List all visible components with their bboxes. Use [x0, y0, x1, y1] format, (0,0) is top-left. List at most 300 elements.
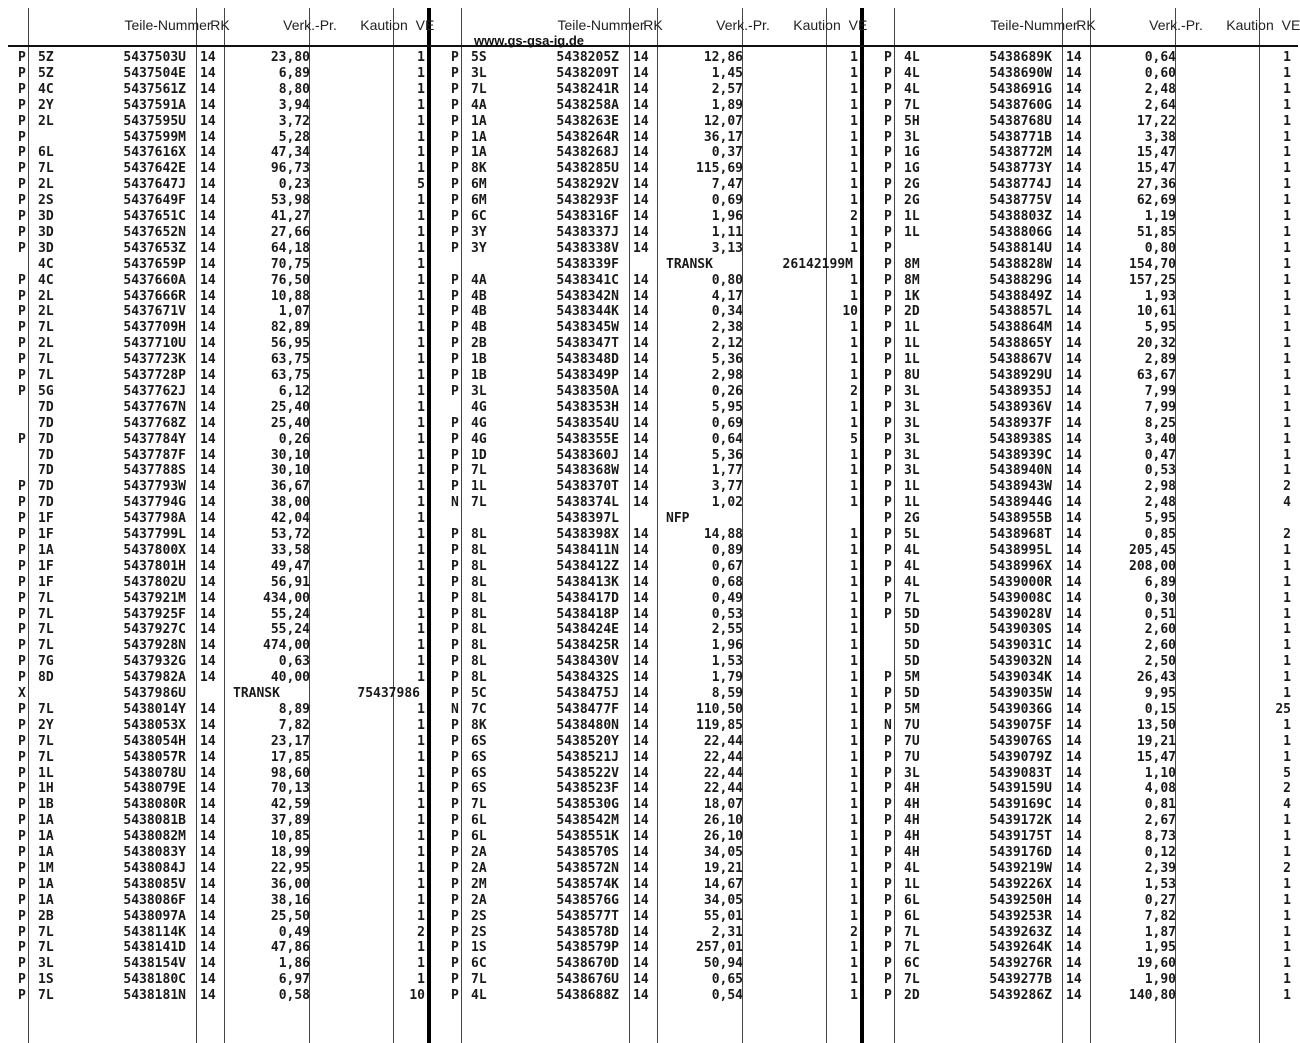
price-value: 8,73 — [1144, 829, 1176, 845]
ve-value: 1 — [1283, 733, 1291, 749]
ve-value: 1 — [417, 320, 425, 336]
location-code: 5C — [471, 686, 487, 701]
location-code: 4C — [38, 256, 54, 272]
part-number: 5438806G — [989, 224, 1052, 240]
table-row — [0, 956, 1300, 972]
price-value: 1,10 — [1144, 765, 1176, 781]
location-code: 8L — [471, 590, 487, 606]
location-code: 8L — [471, 670, 487, 686]
price-value: 1,90 — [1144, 972, 1176, 988]
part-number: 5437660A — [123, 272, 186, 288]
location-code: 4L — [904, 860, 920, 876]
location-code: 1L — [904, 320, 920, 336]
price-value: 76,50 — [270, 272, 310, 288]
location-code: 6L — [471, 813, 487, 829]
status-flag: P — [884, 304, 892, 320]
ve-value: 1 — [1283, 876, 1291, 892]
location-code: 8L — [471, 527, 487, 542]
location-code: 3L — [471, 65, 487, 81]
price-value: 7,82 — [278, 717, 310, 733]
status-flag: P — [18, 797, 26, 813]
status-flag: P — [451, 415, 459, 431]
table-row — [0, 686, 1300, 702]
status-flag: P — [451, 686, 459, 701]
price-value: 3,72 — [278, 113, 310, 129]
part-number: 5437591A — [123, 97, 186, 113]
rk-value: 14 — [1066, 399, 1082, 415]
ve-value: 1 — [850, 320, 858, 336]
rk-value: 14 — [1066, 972, 1082, 988]
rk-value: 14 — [200, 161, 216, 177]
rk-value: 14 — [633, 463, 649, 479]
status-flag: P — [18, 860, 26, 876]
part-number: 5437794G — [123, 495, 186, 511]
part-number: 5438577T — [556, 908, 619, 924]
location-code: 4G — [471, 399, 487, 415]
price-value: 47,34 — [270, 145, 310, 161]
rk-value: 14 — [200, 749, 216, 765]
rk-value: 14 — [633, 940, 649, 956]
part-number: 5438241R — [556, 81, 619, 97]
price-value: 3,40 — [1144, 431, 1176, 447]
price-value: 8,25 — [1144, 415, 1176, 431]
rk-value: 14 — [633, 733, 649, 749]
part-number: 5439253R — [989, 908, 1052, 924]
part-number: 5439264K — [989, 940, 1052, 956]
rk-value: 14 — [200, 701, 216, 717]
price-value: 10,85 — [270, 829, 310, 845]
part-number: 5438522V — [556, 765, 619, 781]
ve-value: 1 — [850, 574, 858, 590]
header-rule — [8, 45, 1298, 47]
part-number: 5438209T — [556, 65, 619, 81]
price-value: 51,85 — [1136, 224, 1176, 240]
rk-value: 14 — [633, 368, 649, 383]
status-flag: P — [451, 574, 459, 590]
price-value: 9,95 — [1144, 686, 1176, 701]
header-part-number: Teile-Nummer — [990, 17, 1078, 33]
price-value: 25,40 — [270, 415, 310, 431]
part-number: 5438774J — [989, 177, 1052, 193]
part-number: 5438342N — [556, 288, 619, 304]
status-flag: P — [451, 527, 459, 542]
rk-value: 14 — [1066, 749, 1082, 765]
location-code: 7L — [38, 940, 54, 956]
location-code: 7L — [471, 495, 487, 511]
part-number: 5438937F — [989, 415, 1052, 431]
price-value: TRANSK — [666, 256, 713, 272]
price-value: 42,59 — [270, 797, 310, 813]
location-code: 2M — [471, 876, 487, 892]
part-number: 5438345W — [556, 320, 619, 336]
price-value: 42,04 — [270, 511, 310, 527]
part-number: 5438939C — [989, 447, 1052, 463]
part-number: 5438285U — [556, 161, 619, 177]
rk-value: 14 — [1066, 368, 1082, 383]
location-code: 4A — [471, 97, 487, 113]
rk-value: 14 — [633, 81, 649, 97]
ve-value: 1 — [1283, 161, 1291, 177]
price-value: 34,05 — [703, 845, 743, 860]
part-number: 5438368W — [556, 463, 619, 479]
part-number: 5438572N — [556, 860, 619, 876]
part-number: 5438771B — [989, 129, 1052, 145]
price-value: 7,99 — [1144, 383, 1176, 399]
rk-value: 14 — [1066, 209, 1082, 224]
location-code: 7L — [904, 97, 920, 113]
location-code: 1B — [471, 368, 487, 383]
rk-value: 14 — [633, 701, 649, 717]
ve-value: 1 — [417, 813, 425, 829]
part-number: 5438929U — [989, 368, 1052, 383]
table-row — [0, 559, 1300, 575]
rk-value: 14 — [633, 622, 649, 638]
status-flag: P — [884, 193, 892, 209]
location-code: 8K — [471, 161, 487, 177]
rk-value: 14 — [1066, 765, 1082, 781]
price-value: 5,95 — [1144, 511, 1176, 527]
table-row — [0, 66, 1300, 82]
location-code: 7L — [471, 972, 487, 988]
part-number: 5439036G — [989, 701, 1052, 717]
location-code: 7D — [38, 399, 54, 415]
header-part-number: Teile-Nummer — [124, 17, 212, 33]
price-value: 10,88 — [270, 288, 310, 304]
part-number: 5439008C — [989, 590, 1052, 606]
table-row — [0, 527, 1300, 543]
rk-value: 14 — [1066, 113, 1082, 129]
rk-value: 14 — [633, 686, 649, 701]
price-value: 26,10 — [703, 829, 743, 845]
ve-value: 1 — [850, 701, 858, 717]
price-value: 0,34 — [711, 304, 743, 320]
price-value: 19,21 — [703, 860, 743, 876]
table-row — [0, 273, 1300, 289]
ve-value: 1 — [417, 495, 425, 511]
status-flag: P — [18, 368, 26, 383]
location-code: 3Y — [471, 240, 487, 256]
price-value: 1,53 — [1144, 876, 1176, 892]
part-number: 5439035W — [989, 686, 1052, 701]
rk-value: 14 — [1066, 463, 1082, 479]
table-row — [0, 940, 1300, 956]
rk-value: 14 — [1066, 161, 1082, 177]
status-flag: P — [451, 240, 459, 256]
price-value: 0,80 — [711, 272, 743, 288]
rk-value: 14 — [633, 161, 649, 177]
rk-value: 14 — [200, 431, 216, 447]
location-code: 3L — [904, 447, 920, 463]
price-value: 70,75 — [270, 256, 310, 272]
status-flag: P — [884, 352, 892, 368]
part-number: 5438938S — [989, 431, 1052, 447]
ve-value: 1 — [850, 860, 858, 876]
rk-value: 14 — [200, 781, 216, 797]
part-number: 5437925F — [123, 606, 186, 622]
part-number: 5437599M — [123, 129, 186, 145]
ve-value: 1 — [1283, 622, 1291, 638]
part-number: 5438344K — [556, 304, 619, 320]
rk-value: 14 — [633, 765, 649, 781]
deposit-value: 26142199M — [782, 256, 853, 272]
location-code: 6L — [904, 892, 920, 908]
rk-value: 14 — [200, 320, 216, 336]
part-number: 5437504E — [123, 65, 186, 81]
status-flag: P — [884, 749, 892, 765]
part-number: 5438417D — [556, 590, 619, 606]
price-value: 41,27 — [270, 209, 310, 224]
part-number: 5438814U — [989, 240, 1052, 256]
price-value: 3,77 — [711, 479, 743, 495]
status-flag: P — [18, 638, 26, 654]
location-code: 1H — [38, 781, 54, 797]
rk-value: 14 — [633, 97, 649, 113]
location-code: 4L — [904, 65, 920, 81]
rk-value: 14 — [1066, 304, 1082, 320]
part-number: 5439031C — [989, 638, 1052, 654]
price-value: 3,38 — [1144, 129, 1176, 145]
status-flag: P — [451, 908, 459, 924]
status-flag: P — [884, 431, 892, 447]
ve-value: 1 — [850, 670, 858, 686]
ve-value: 1 — [850, 972, 858, 988]
status-flag: P — [451, 320, 459, 336]
ve-value: 1 — [417, 829, 425, 845]
rk-value: 14 — [1066, 81, 1082, 97]
part-number: 5438398X — [556, 527, 619, 542]
rk-value: 14 — [633, 924, 649, 940]
location-code: 2S — [471, 908, 487, 924]
location-code: 5G — [38, 383, 54, 399]
status-flag: P — [451, 956, 459, 972]
rk-value: 14 — [200, 368, 216, 383]
location-code: 7L — [904, 940, 920, 956]
rk-value: 14 — [1066, 988, 1082, 1004]
location-code: 2G — [904, 511, 920, 527]
status-flag: P — [884, 670, 892, 686]
rk-value: 14 — [1066, 256, 1082, 272]
table-row — [0, 766, 1300, 782]
rk-value: 14 — [1066, 892, 1082, 908]
status-flag: P — [451, 65, 459, 81]
rk-value: 14 — [633, 558, 649, 574]
location-code: 2Y — [38, 97, 54, 113]
status-flag: P — [18, 988, 26, 1004]
part-number: 5439263Z — [989, 924, 1052, 940]
rk-value: 14 — [1066, 97, 1082, 113]
price-value: 55,01 — [703, 908, 743, 924]
ve-value: 1 — [850, 797, 858, 813]
status-flag: P — [451, 161, 459, 177]
status-flag: P — [18, 177, 26, 193]
status-flag: P — [884, 972, 892, 988]
price-value: 22,44 — [703, 765, 743, 781]
part-number: 5437710U — [123, 336, 186, 352]
part-number: 5439277B — [989, 972, 1052, 988]
price-value: 110,50 — [696, 701, 743, 717]
rk-value: 14 — [633, 479, 649, 495]
part-number: 5438355E — [556, 431, 619, 447]
location-code: 3D — [38, 209, 54, 224]
status-flag: P — [451, 558, 459, 574]
location-code: 7L — [38, 590, 54, 606]
table-row — [0, 638, 1300, 654]
ve-value: 1 — [1283, 368, 1291, 383]
price-value: 6,89 — [278, 65, 310, 81]
rk-value: 14 — [1066, 447, 1082, 463]
part-number: 5438480N — [556, 717, 619, 733]
location-code: 6L — [38, 145, 54, 161]
rk-value: 14 — [200, 813, 216, 829]
table-row — [0, 384, 1300, 400]
status-flag: P — [884, 399, 892, 415]
rk-value: 14 — [633, 352, 649, 368]
ve-value: 2 — [850, 209, 858, 224]
price-value: 63,75 — [270, 352, 310, 368]
part-number: 5438114K — [123, 924, 186, 940]
location-code: 5Z — [38, 65, 54, 81]
price-value: 10,61 — [1136, 304, 1176, 320]
location-code: 1A — [471, 145, 487, 161]
ve-value: 5 — [417, 177, 425, 193]
location-code: 4A — [471, 272, 487, 288]
location-code: 1L — [904, 876, 920, 892]
status-flag: P — [884, 733, 892, 749]
table-row — [0, 241, 1300, 257]
rk-value: 14 — [1066, 813, 1082, 829]
price-value: 7,82 — [1144, 908, 1176, 924]
rk-value: 14 — [633, 892, 649, 908]
price-value: 2,60 — [1144, 622, 1176, 638]
status-flag: P — [18, 924, 26, 940]
status-flag: P — [18, 813, 26, 829]
ve-value: 1 — [1283, 224, 1291, 240]
rk-value: 14 — [200, 352, 216, 368]
price-value: 7,99 — [1144, 399, 1176, 415]
price-value: 14,88 — [703, 527, 743, 542]
ve-value: 1 — [417, 797, 425, 813]
price-value: 2,31 — [711, 924, 743, 940]
table-row — [0, 289, 1300, 305]
rk-value: 14 — [633, 113, 649, 129]
ve-value: 1 — [1283, 304, 1291, 320]
part-number: 5438397L — [556, 511, 619, 527]
ve-value: 1 — [1283, 972, 1291, 988]
rk-value: 14 — [200, 209, 216, 224]
location-code: 7L — [38, 701, 54, 717]
ve-value: 1 — [417, 956, 425, 972]
ve-value: 1 — [417, 129, 425, 145]
part-number: 5437932G — [123, 654, 186, 670]
location-code: 7L — [471, 797, 487, 813]
price-value: 38,16 — [270, 892, 310, 908]
ve-value: 1 — [1283, 924, 1291, 940]
ve-value: 1 — [1283, 717, 1291, 733]
location-code: 4L — [904, 50, 920, 65]
part-number: 5438418P — [556, 606, 619, 622]
part-number: 5438520Y — [556, 733, 619, 749]
price-value: 30,10 — [270, 463, 310, 479]
location-code: 6L — [904, 908, 920, 924]
rk-value: 14 — [1066, 924, 1082, 940]
location-code: 7L — [38, 638, 54, 654]
rk-value: 14 — [200, 606, 216, 622]
table-row — [0, 145, 1300, 161]
price-value: 23,80 — [270, 50, 310, 65]
status-flag: P — [18, 479, 26, 495]
table-row — [0, 750, 1300, 766]
rk-value: 14 — [200, 765, 216, 781]
location-code: 1L — [904, 209, 920, 224]
rk-value: 14 — [200, 876, 216, 892]
rk-value: 14 — [200, 479, 216, 495]
part-number: 5438181N — [123, 988, 186, 1004]
part-number: 5438412Z — [556, 558, 619, 574]
ve-value: 1 — [417, 781, 425, 797]
ve-value: 1 — [417, 701, 425, 717]
price-value: 474,00 — [263, 638, 310, 654]
rk-value: 14 — [200, 654, 216, 670]
ve-value: 1 — [850, 399, 858, 415]
location-code: 4C — [38, 81, 54, 97]
location-code: 2A — [471, 845, 487, 860]
part-number: 5438578D — [556, 924, 619, 940]
part-number: 5437709H — [123, 320, 186, 336]
ve-value: 1 — [850, 908, 858, 924]
rk-value: 14 — [633, 749, 649, 765]
status-flag: P — [884, 256, 892, 272]
ve-value: 1 — [1283, 97, 1291, 113]
table-row — [0, 130, 1300, 146]
table-row — [0, 972, 1300, 988]
location-code: 2S — [471, 924, 487, 940]
part-number: 5439083T — [989, 765, 1052, 781]
location-code: 6S — [471, 749, 487, 765]
table-row — [0, 209, 1300, 225]
price-value: 49,47 — [270, 558, 310, 574]
ve-value: 1 — [417, 463, 425, 479]
ve-value: 1 — [417, 113, 425, 129]
status-flag: P — [18, 558, 26, 574]
location-code: 5D — [904, 686, 920, 701]
location-code: 8L — [471, 574, 487, 590]
part-number: 5438263E — [556, 113, 619, 129]
status-flag: P — [884, 797, 892, 813]
status-flag: P — [451, 463, 459, 479]
location-code: 2G — [904, 193, 920, 209]
location-code: 8L — [471, 622, 487, 638]
location-code: 3L — [904, 383, 920, 399]
rk-value: 14 — [1066, 717, 1082, 733]
rk-value: 14 — [1066, 50, 1082, 65]
part-number: 5438574K — [556, 876, 619, 892]
rk-value: 14 — [1066, 956, 1082, 972]
price-value: 1,53 — [711, 654, 743, 670]
price-value: 63,75 — [270, 368, 310, 383]
rk-value: 14 — [200, 129, 216, 145]
price-value: 17,85 — [270, 749, 310, 765]
price-value: 22,95 — [270, 860, 310, 876]
ve-value: 2 — [417, 924, 425, 940]
location-code: 4H — [904, 845, 920, 860]
part-number: 5438348D — [556, 352, 619, 368]
part-number: 5438353H — [556, 399, 619, 415]
ve-value: 1 — [1283, 590, 1291, 606]
table-row — [0, 877, 1300, 893]
rk-value: 14 — [1066, 240, 1082, 256]
location-code: 8K — [471, 717, 487, 733]
status-flag: P — [451, 304, 459, 320]
